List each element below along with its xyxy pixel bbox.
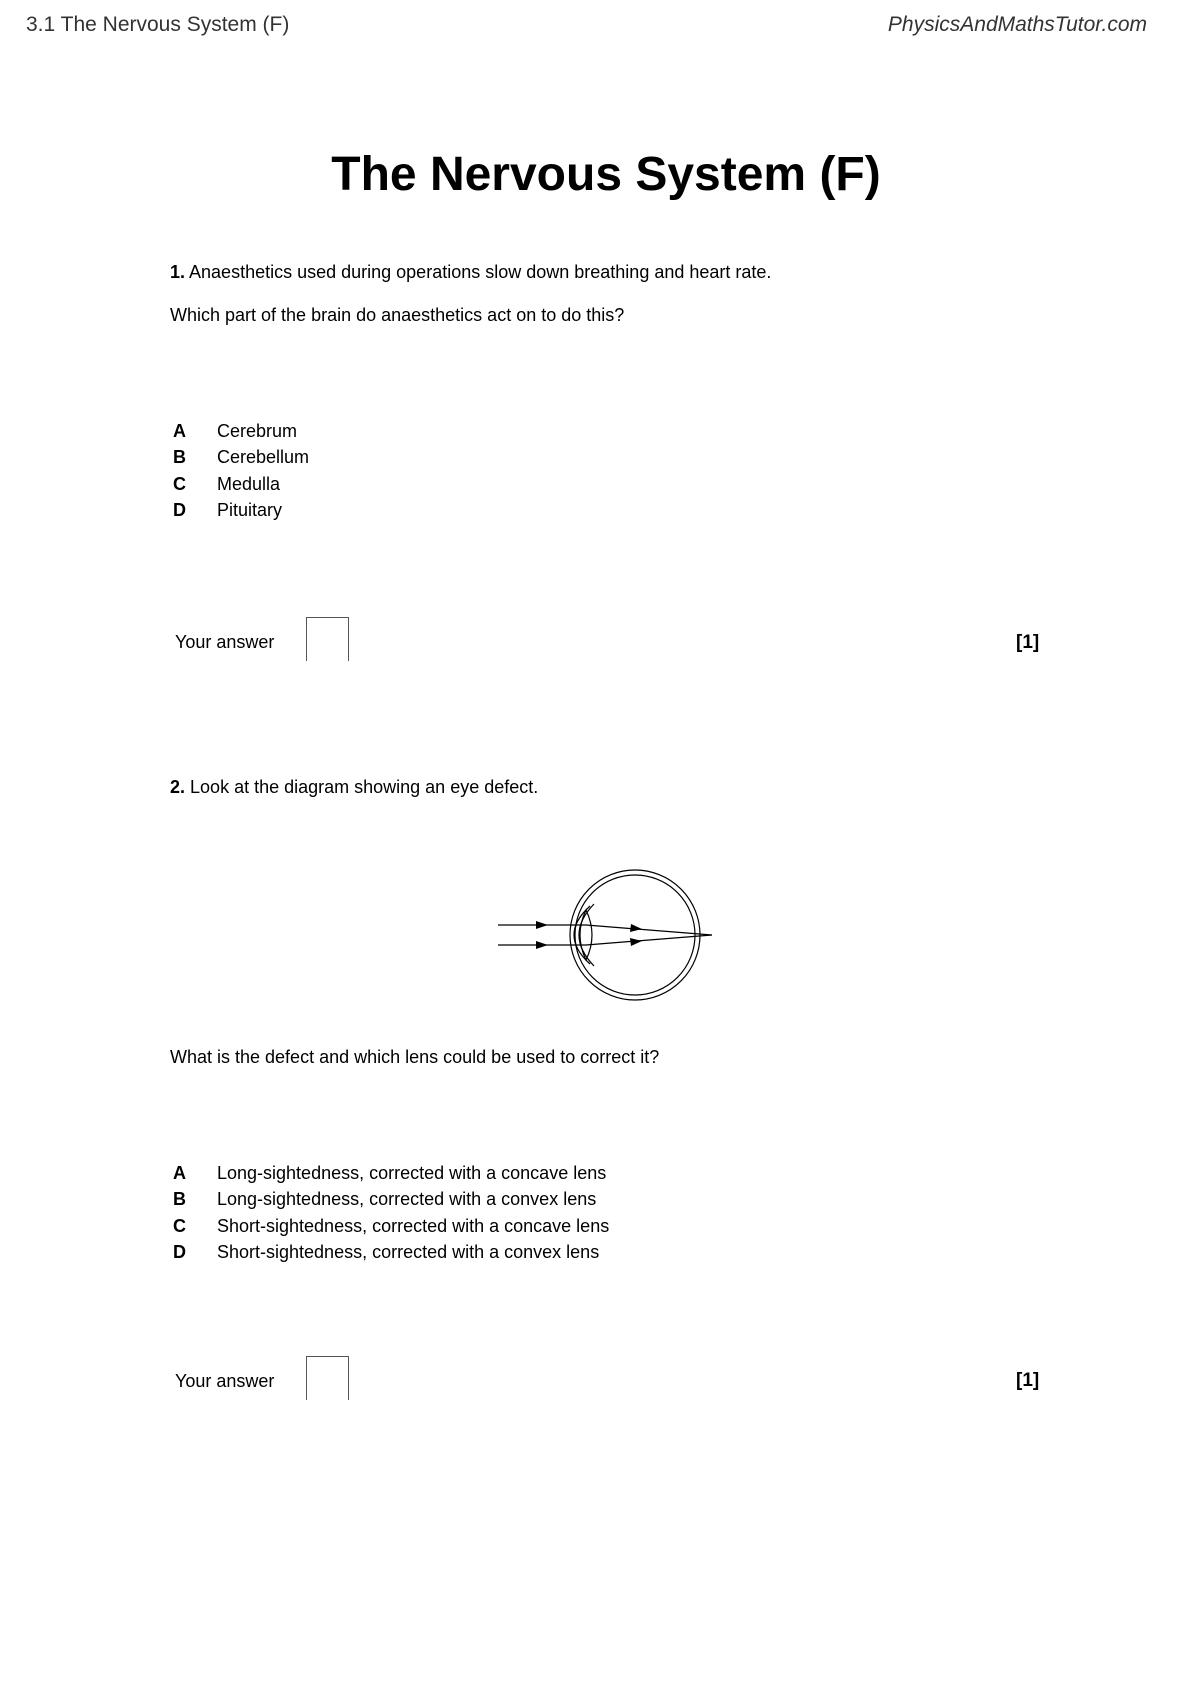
option-text: Long-sightedness, corrected with a concave lens: [217, 1163, 607, 1183]
eye-defect-diagram: [490, 866, 720, 1006]
option-letter: B: [173, 1189, 186, 1209]
option-letter: B: [173, 447, 186, 467]
page-header-site: PhysicsAndMathsTutor.com: [887, 13, 1147, 36]
answer-label: Your answer: [175, 632, 275, 652]
arrow-bottom-incoming: [536, 941, 548, 949]
option-text: Cerebellum: [217, 447, 310, 467]
option-letter: C: [173, 474, 186, 494]
marks-label: [1]: [1016, 1370, 1040, 1391]
answer-label: Your answer: [175, 1371, 275, 1391]
eyeball-inner: [575, 875, 695, 995]
lens: [580, 910, 592, 960]
question-2-number: 2.: [170, 777, 186, 797]
ray-bottom-refracted: [586, 935, 712, 945]
option-text: Cerebrum: [217, 421, 298, 441]
arrow-top-refracted: [630, 924, 642, 932]
question-2-stem: [170, 776, 538, 798]
marks-label: [1]: [1016, 632, 1040, 653]
option-letter: A: [173, 1163, 186, 1183]
page-header-subject: 3.1 The Nervous System (F): [26, 13, 290, 36]
option-text: Short-sightedness, corrected with a concave lens: [217, 1216, 610, 1236]
question-1-number: 1.: [170, 262, 186, 282]
answer-box[interactable]: [306, 1356, 349, 1400]
option-text: Pituitary: [217, 500, 283, 520]
option-letter: D: [173, 1242, 186, 1262]
option-text: Medulla: [217, 474, 281, 494]
question-2-prompt: What is the defect and which lens could be used to correct it?: [170, 1047, 660, 1067]
question-1-prompt: Which part of the brain do anaesthetics act on to do this?: [170, 305, 625, 325]
option-text: Short-sightedness, corrected with a convex lens: [217, 1242, 600, 1262]
eyeball-outer: [570, 870, 700, 1000]
arrow-bottom-refracted: [630, 938, 642, 946]
question-1-stem: [170, 261, 771, 283]
answer-box[interactable]: [306, 617, 349, 661]
arrow-top-incoming: [536, 921, 548, 929]
option-letter: D: [173, 500, 186, 520]
page-title: The Nervous System (F): [331, 148, 881, 201]
option-text: Long-sightedness, corrected with a convex lens: [217, 1189, 597, 1209]
option-letter: A: [173, 421, 186, 441]
question-2-stem-text: Look at the diagram showing an eye defect.: [190, 777, 539, 797]
question-1-stem-text: Anaesthetics used during operations slow down breathing and heart rate.: [189, 262, 772, 282]
ray-top-refracted: [586, 925, 712, 935]
option-letter: C: [173, 1216, 186, 1236]
